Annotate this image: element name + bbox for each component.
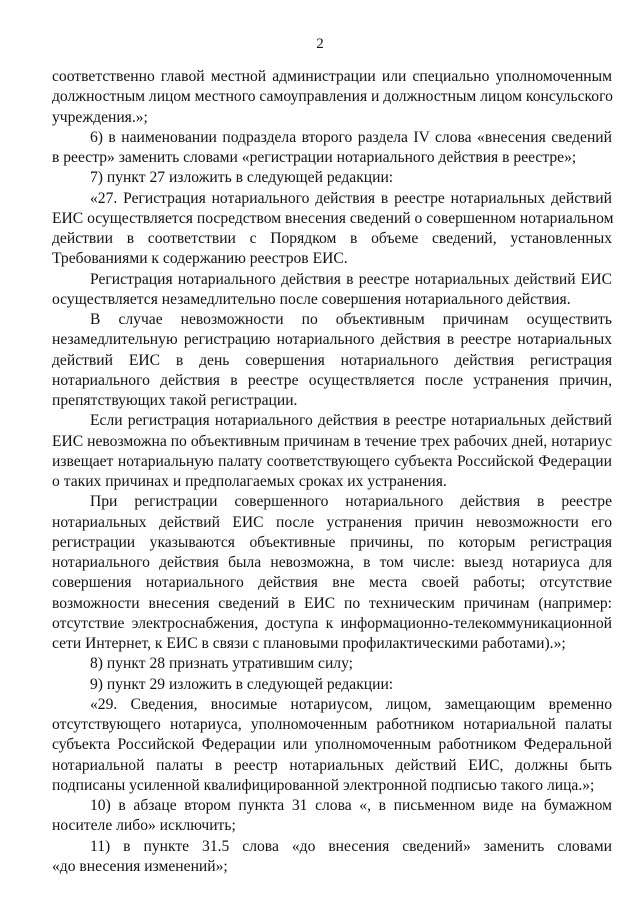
text-line: «29. Сведения, вносимые нотариусом, лицом, замещающим временно [90,695,612,713]
text-line: Если регистрация нотариального действия в реестре нотариальных действий [90,412,612,430]
paragraph [52,128,612,169]
text-line: 6) в наименовании подраздела второго раздела IV слова «внесения сведений [90,128,612,146]
text-line: нотариального действия в реестре осуществляется после устранения причин, [52,371,612,389]
paragraph [52,189,612,270]
text-line: регистрации указываются объективные причины, по которым регистрация [52,533,612,551]
text-line: ЕИС невозможна по объективным причинам в течение трех рабочих дней, нотариус [52,432,612,450]
text-line: действий ЕИС в день совершения нотариального действия регистрация [52,351,612,369]
text-line: 7) пункт 27 изложить в следующей редакции: [90,169,394,187]
paragraph [52,492,612,654]
paragraph [52,675,612,695]
text-line: возможности внесения сведений в ЕИС по техническим причинам (например: [52,594,612,612]
paragraph [52,411,612,492]
text-line: нотариальных действий ЕИС после устранения причин невозможности его [52,513,612,531]
text-line: отсутствующего нотариуса, уполномоченным работником нотариальной палаты [52,716,612,733]
text-line: подписаны усиленной квалифицированной электронной подписью такого лица.»; [52,776,595,794]
text-line: соответственно главой местной администрации или специально уполномоченным [52,68,612,85]
paragraph [52,270,612,311]
text-line: учреждения.»; [52,108,148,126]
text-line: носителе либо» исключить; [52,817,236,835]
document-body [52,67,612,877]
paragraph [52,695,612,796]
text-line: осуществляется незамедлительно после совершения нотариального действия. [52,290,571,308]
text-line: в реестр» заменить словами «регистрации нотариального действия в реестре»; [52,149,577,166]
text-line: незамедлительную регистрацию нотариального действия в реестре нотариальных [52,331,612,349]
paragraph [52,654,612,674]
text-line: извещает нотариальную палату соответствующего субъекта Российской Федерации [52,452,612,470]
text-line: 10) в абзаце втором пункта 31 слова «, в письменном виде на бумажном [90,797,612,814]
text-line: отсутствие электроснабжения, доступа к информационно-телекоммуникационной [52,614,612,632]
text-line: сети Интернет, к ЕИС в связи с плановыми профилактическими работами).»; [52,635,566,652]
text-line: «27. Регистрация нотариального действия в реестре нотариальных действий [90,189,612,207]
text-line: 11) в пункте 31.5 слова «до внесения сведений» заменить словами [90,837,612,855]
text-line: В случае невозможности по объективным причинам осуществить [90,311,612,328]
text-line: должностным лицом местного самоуправления и должностным лицом консульского [52,88,613,106]
paragraph [52,796,612,837]
text-line: нотариальной палаты в реестр нотариальных действий ЕИС, должны быть [52,756,612,774]
text-line: ЕИС осуществляется посредством внесения сведений о совершенном нотариальном [52,209,614,227]
text-line: 9) пункт 29 изложить в следующей редакции: [90,675,394,693]
paragraph [52,168,612,188]
paragraph [52,67,612,128]
text-line: нотариального действия была невозможна, в том числе: выезд нотариуса для [52,554,612,571]
text-line: совершения нотариального действия вне места своей работы; отсутствие [52,574,612,592]
text-line: При регистрации совершенного нотариального действия в реестре [90,493,612,511]
page-number: 2 [316,36,324,52]
paragraph [52,837,612,878]
text-line: субъекта Российской Федерации или уполномоченным работником Федеральной [52,736,612,754]
paragraph [52,310,612,411]
text-line: 8) пункт 28 признать утратившим силу; [90,655,354,673]
text-line: Регистрация нотариального действия в реестре нотариальных действий ЕИС [90,270,612,288]
text-line: действии в соответствии с Порядком в объеме сведений, установленных [52,230,612,247]
text-line: «до внесения изменений»; [52,857,228,875]
text-line: Требованиями к содержанию реестров ЕИС. [52,250,348,268]
text-line: препятствующих такой регистрации. [52,392,298,409]
text-line: о таких причинах и предполагаемых сроках их устранения. [52,473,447,490]
